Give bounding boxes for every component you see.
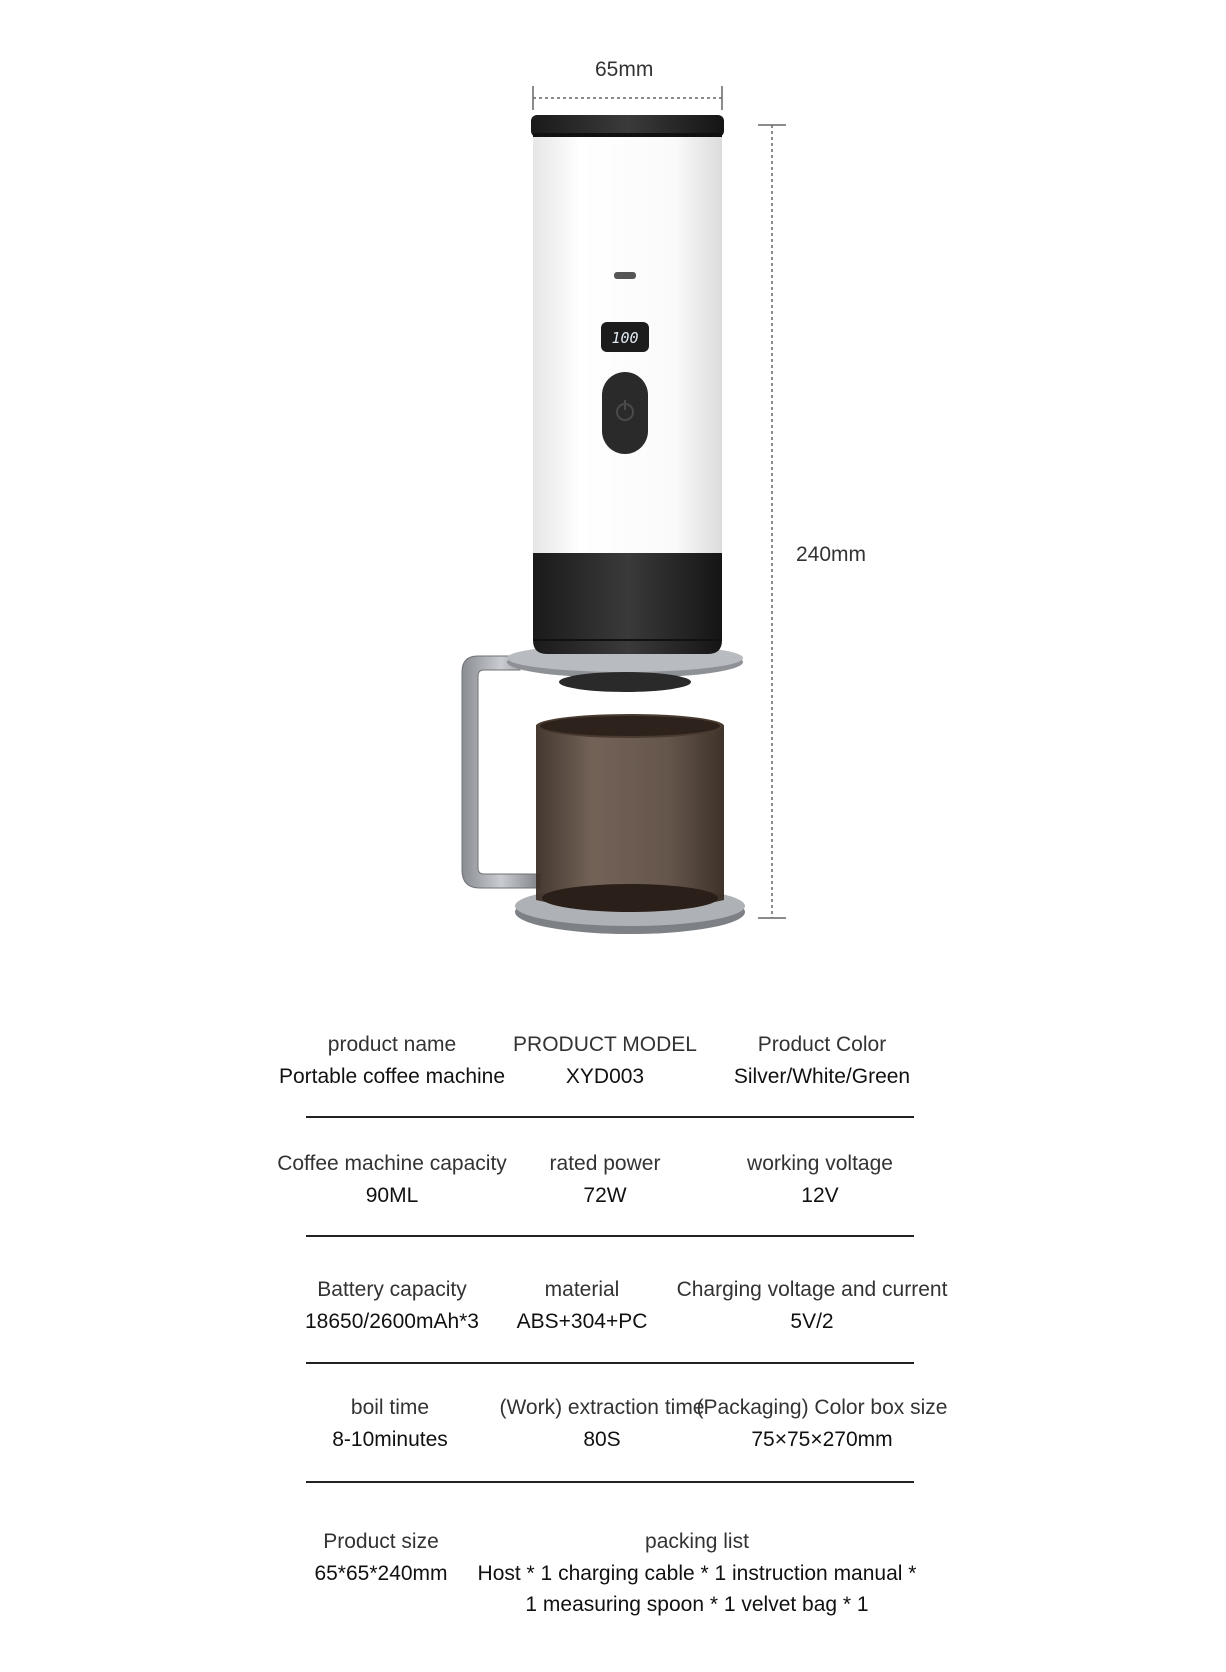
- spec-product-name: [279, 1029, 505, 1093]
- spec-value: 72W: [583, 1184, 627, 1207]
- spec-label: Charging voltage and current: [676, 1278, 948, 1301]
- spec-product-color: [734, 1029, 910, 1093]
- spec-box-size: [697, 1392, 948, 1456]
- spec-packing-list: [478, 1526, 917, 1620]
- row-divider: [306, 1362, 914, 1364]
- row-divider: [306, 1235, 914, 1237]
- spec-value: 90ML: [365, 1184, 419, 1207]
- width-dimension-label: 65mm: [595, 58, 654, 81]
- spec-material: [517, 1274, 648, 1338]
- power-button[interactable]: [602, 372, 648, 454]
- spec-label: rated power: [549, 1152, 661, 1175]
- spec-value: 5V/2: [790, 1310, 834, 1333]
- spec-capacity: [277, 1148, 507, 1212]
- spec-label: Product size: [323, 1530, 439, 1553]
- spec-rated-power: [550, 1148, 661, 1212]
- height-dimension-line: [758, 125, 786, 918]
- machine-top-cap: [531, 115, 724, 137]
- spec-label: Coffee machine capacity: [277, 1152, 507, 1175]
- spec-working-voltage: [747, 1148, 893, 1212]
- spec-label: (Packaging) Color box size: [696, 1396, 948, 1419]
- spec-value: 65*65*240mm: [314, 1562, 448, 1585]
- digital-display: [601, 322, 649, 352]
- spec-label: PRODUCT MODEL: [513, 1033, 697, 1056]
- spout: [559, 672, 691, 692]
- spec-label: boil time: [350, 1396, 430, 1419]
- spec-value: XYD003: [565, 1065, 645, 1088]
- spec-label: Product Color: [757, 1033, 887, 1056]
- display-value: 100: [611, 329, 639, 347]
- spec-boil-time: [332, 1392, 448, 1456]
- spec-label: (Work) extraction time: [499, 1396, 705, 1419]
- coffee-cup: [536, 714, 724, 912]
- spec-value: 75×75×270mm: [751, 1428, 893, 1451]
- height-dimension-label: 240mm: [796, 543, 867, 566]
- spec-value: 80S: [583, 1428, 621, 1451]
- spec-value: Silver/White/Green: [733, 1065, 911, 1088]
- spec-charging: [677, 1274, 948, 1338]
- spec-label: packing list: [645, 1530, 749, 1553]
- width-dimension-line: [533, 86, 722, 110]
- spec-value-line-2: 1 measuring spoon * 1 velvet bag * 1: [525, 1593, 869, 1616]
- row-divider: [306, 1481, 914, 1483]
- spec-battery-capacity: [305, 1274, 479, 1338]
- spec-label: material: [544, 1278, 620, 1301]
- spec-product-model: [513, 1029, 697, 1093]
- spec-value: ABS+304+PC: [516, 1310, 648, 1333]
- spec-extraction-time: [500, 1392, 705, 1456]
- spec-label: product name: [327, 1033, 457, 1056]
- row-divider: [306, 1116, 914, 1118]
- spec-label: working voltage: [747, 1152, 893, 1175]
- spec-value: Portable coffee machine: [278, 1065, 506, 1088]
- spec-product-size: [314, 1526, 447, 1590]
- spec-value: 18650/2600mAh*3: [305, 1310, 479, 1333]
- spec-value: 8-10minutes: [332, 1428, 448, 1451]
- spec-label: Battery capacity: [317, 1278, 467, 1301]
- stand-arm: [462, 656, 540, 888]
- spec-value: 12V: [801, 1184, 839, 1207]
- machine-base: [533, 552, 722, 654]
- charging-port: [614, 272, 636, 279]
- spec-value-line-1: Host * 1 charging cable * 1 instruction manual *: [477, 1562, 917, 1585]
